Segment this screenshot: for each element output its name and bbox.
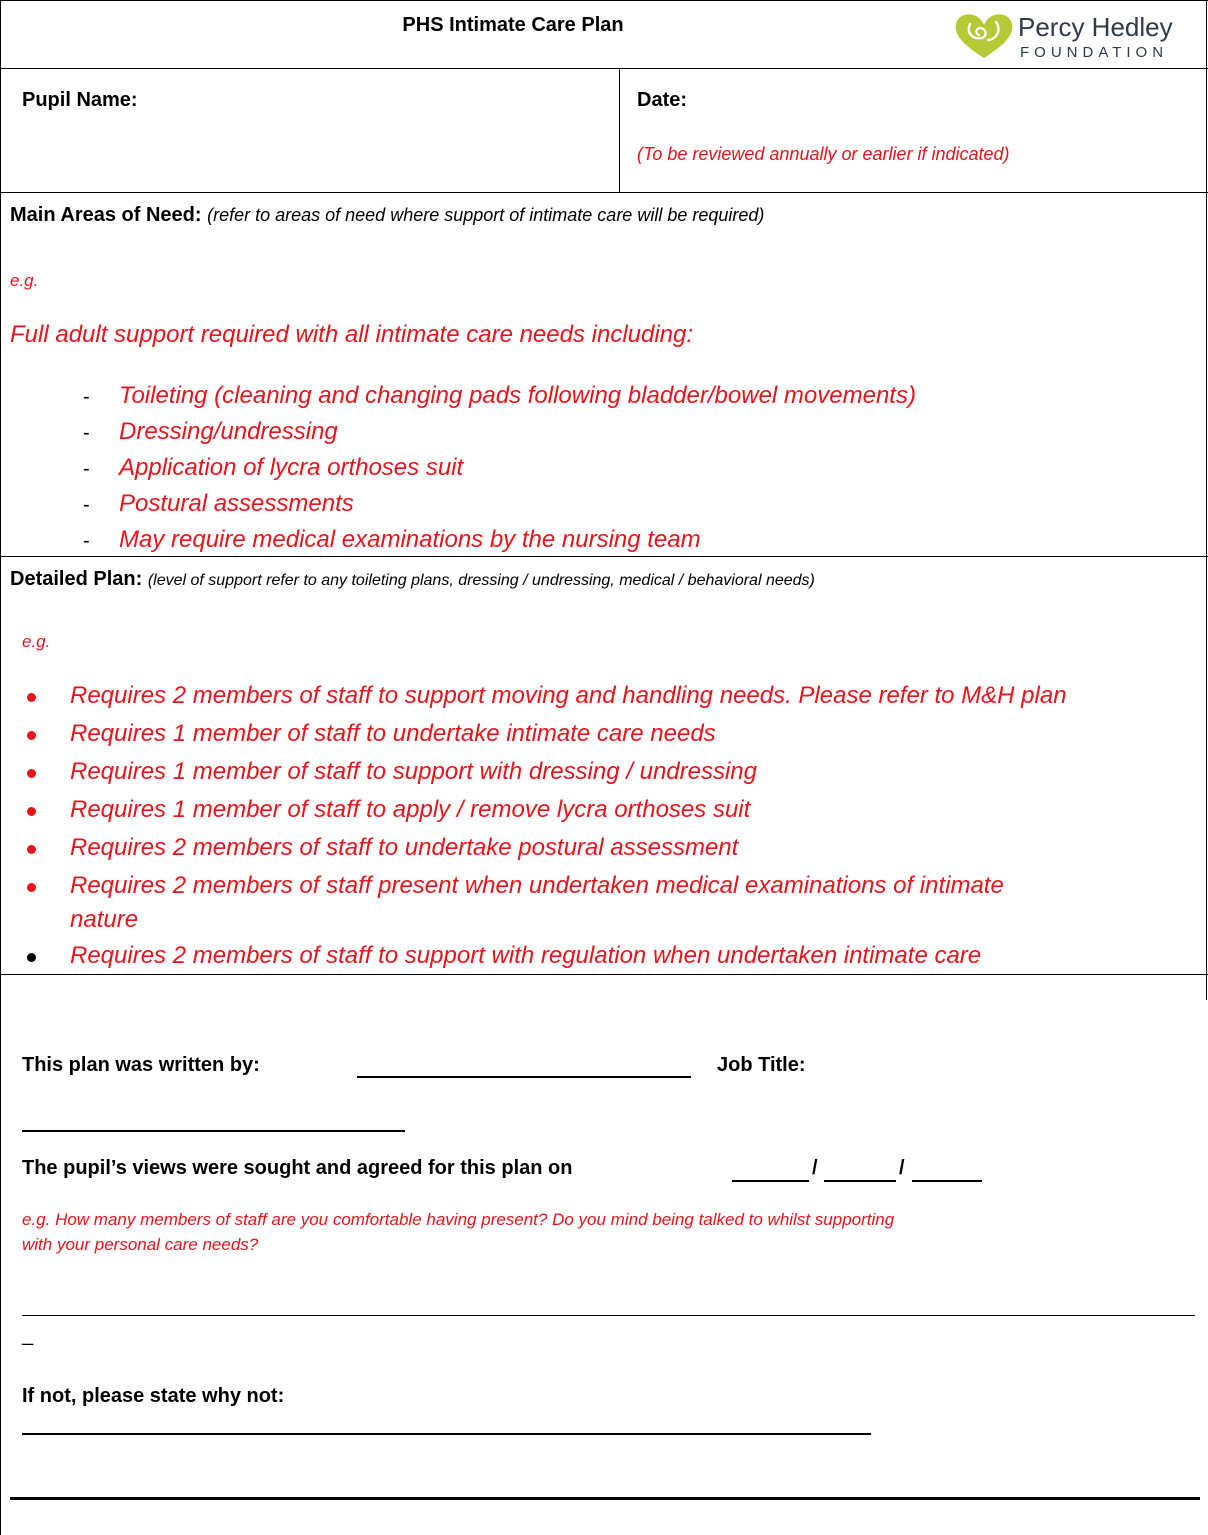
if-not-label: If not, please state why not: [22, 1385, 285, 1407]
stray-underscore: _ [22, 1324, 34, 1346]
plan-item: Requires 1 member of staff to undertake intimate care needs [70, 720, 716, 747]
needs-eg: e.g. [10, 271, 39, 290]
pupil-name-label: Pupil Name: [22, 89, 138, 111]
plan-item: Requires 1 member of staff to apply / remove lycra orthoses suit [70, 796, 751, 823]
review-note: (To be reviewed annually or earlier if indicated) [637, 144, 1010, 164]
heart-logo-icon [952, 10, 1016, 62]
bottom-rule [10, 1497, 1200, 1500]
needs-item: Dressing/undressing [119, 418, 338, 445]
if-not-field[interactable] [22, 1433, 871, 1435]
logo-subtitle: FOUNDATION [1020, 44, 1169, 61]
bullet-icon [27, 731, 36, 740]
list-dash: - [83, 530, 90, 552]
date-slash: / [812, 1157, 818, 1179]
list-dash: - [83, 386, 90, 408]
plan-header [10, 568, 815, 591]
plan-divider [0, 974, 1208, 975]
plan-eg: e.g. [22, 632, 51, 651]
job-title-label: Job Title: [717, 1054, 806, 1076]
plan-item: Requires 2 members of staff to support with regulation when undertaken intimate care [70, 942, 982, 969]
date-label: Date: [637, 89, 688, 111]
needs-item: May require medical examinations by the nursing team [119, 526, 701, 553]
info-divider [0, 192, 1208, 193]
list-dash: - [83, 458, 90, 480]
bullet-icon [27, 693, 36, 702]
bullet-icon [27, 953, 36, 962]
needs-item: Toileting (cleaning and changing pads following bladder/bowel movements) [119, 382, 916, 409]
list-dash: - [83, 422, 90, 444]
bullet-icon [27, 845, 36, 854]
year-field[interactable] [912, 1180, 982, 1182]
month-field[interactable] [824, 1180, 896, 1182]
header-divider [0, 68, 1208, 69]
right-border [1206, 0, 1207, 1000]
page-title: PHS Intimate Care Plan [402, 14, 624, 36]
plan-item: Requires 2 members of staff present when undertaken medical examinations of intimate [70, 872, 1004, 899]
plan-item: Requires 2 members of staff to undertake postural assessment [70, 834, 739, 861]
written-by-field[interactable] [357, 1076, 691, 1078]
needs-intro: Full adult support required with all intimate care needs including: [10, 321, 694, 348]
views-label: The pupil’s views were sought and agreed for this plan on [22, 1157, 573, 1179]
top-border [0, 0, 1208, 1]
job-title-field[interactable] [22, 1130, 405, 1132]
needs-item: Postural assessments [119, 490, 354, 517]
needs-note: (refer to areas of need where support of intimate care will be required) [207, 205, 765, 225]
date-column-divider [619, 68, 620, 192]
bullet-icon [27, 883, 36, 892]
views-example-continued: with your personal care needs? [22, 1235, 259, 1254]
plan-item-continued: nature [70, 906, 139, 933]
plan-item: Requires 1 member of staff to support with dressing / undressing [70, 758, 757, 785]
day-field[interactable] [732, 1180, 809, 1182]
views-example: e.g. How many members of staff are you comfortable having present? Do you mind being talked to whilst supporting [22, 1210, 895, 1229]
needs-heading: Main Areas of Need: [10, 204, 202, 226]
foundation-logo [952, 10, 1202, 64]
bullet-icon [27, 769, 36, 778]
written-by-label: This plan was written by: [22, 1054, 260, 1076]
needs-divider [0, 556, 1208, 557]
plan-item: Requires 2 members of staff to support moving and handling needs. Please refer to M&H plan [70, 682, 1067, 709]
needs-item: Application of lycra orthoses suit [119, 454, 464, 481]
bullet-icon [27, 807, 36, 816]
logo-name: Percy Hedley [1018, 12, 1173, 42]
left-border [0, 0, 1, 1535]
needs-header [10, 204, 764, 227]
plan-heading: Detailed Plan: [10, 568, 143, 590]
views-answer-field[interactable] [22, 1315, 1195, 1316]
date-slash: / [899, 1157, 905, 1179]
plan-note: (level of support refer to any toileting plans, dressing / undressing, medical / behavioral needs) [147, 572, 815, 589]
list-dash: - [83, 494, 90, 516]
